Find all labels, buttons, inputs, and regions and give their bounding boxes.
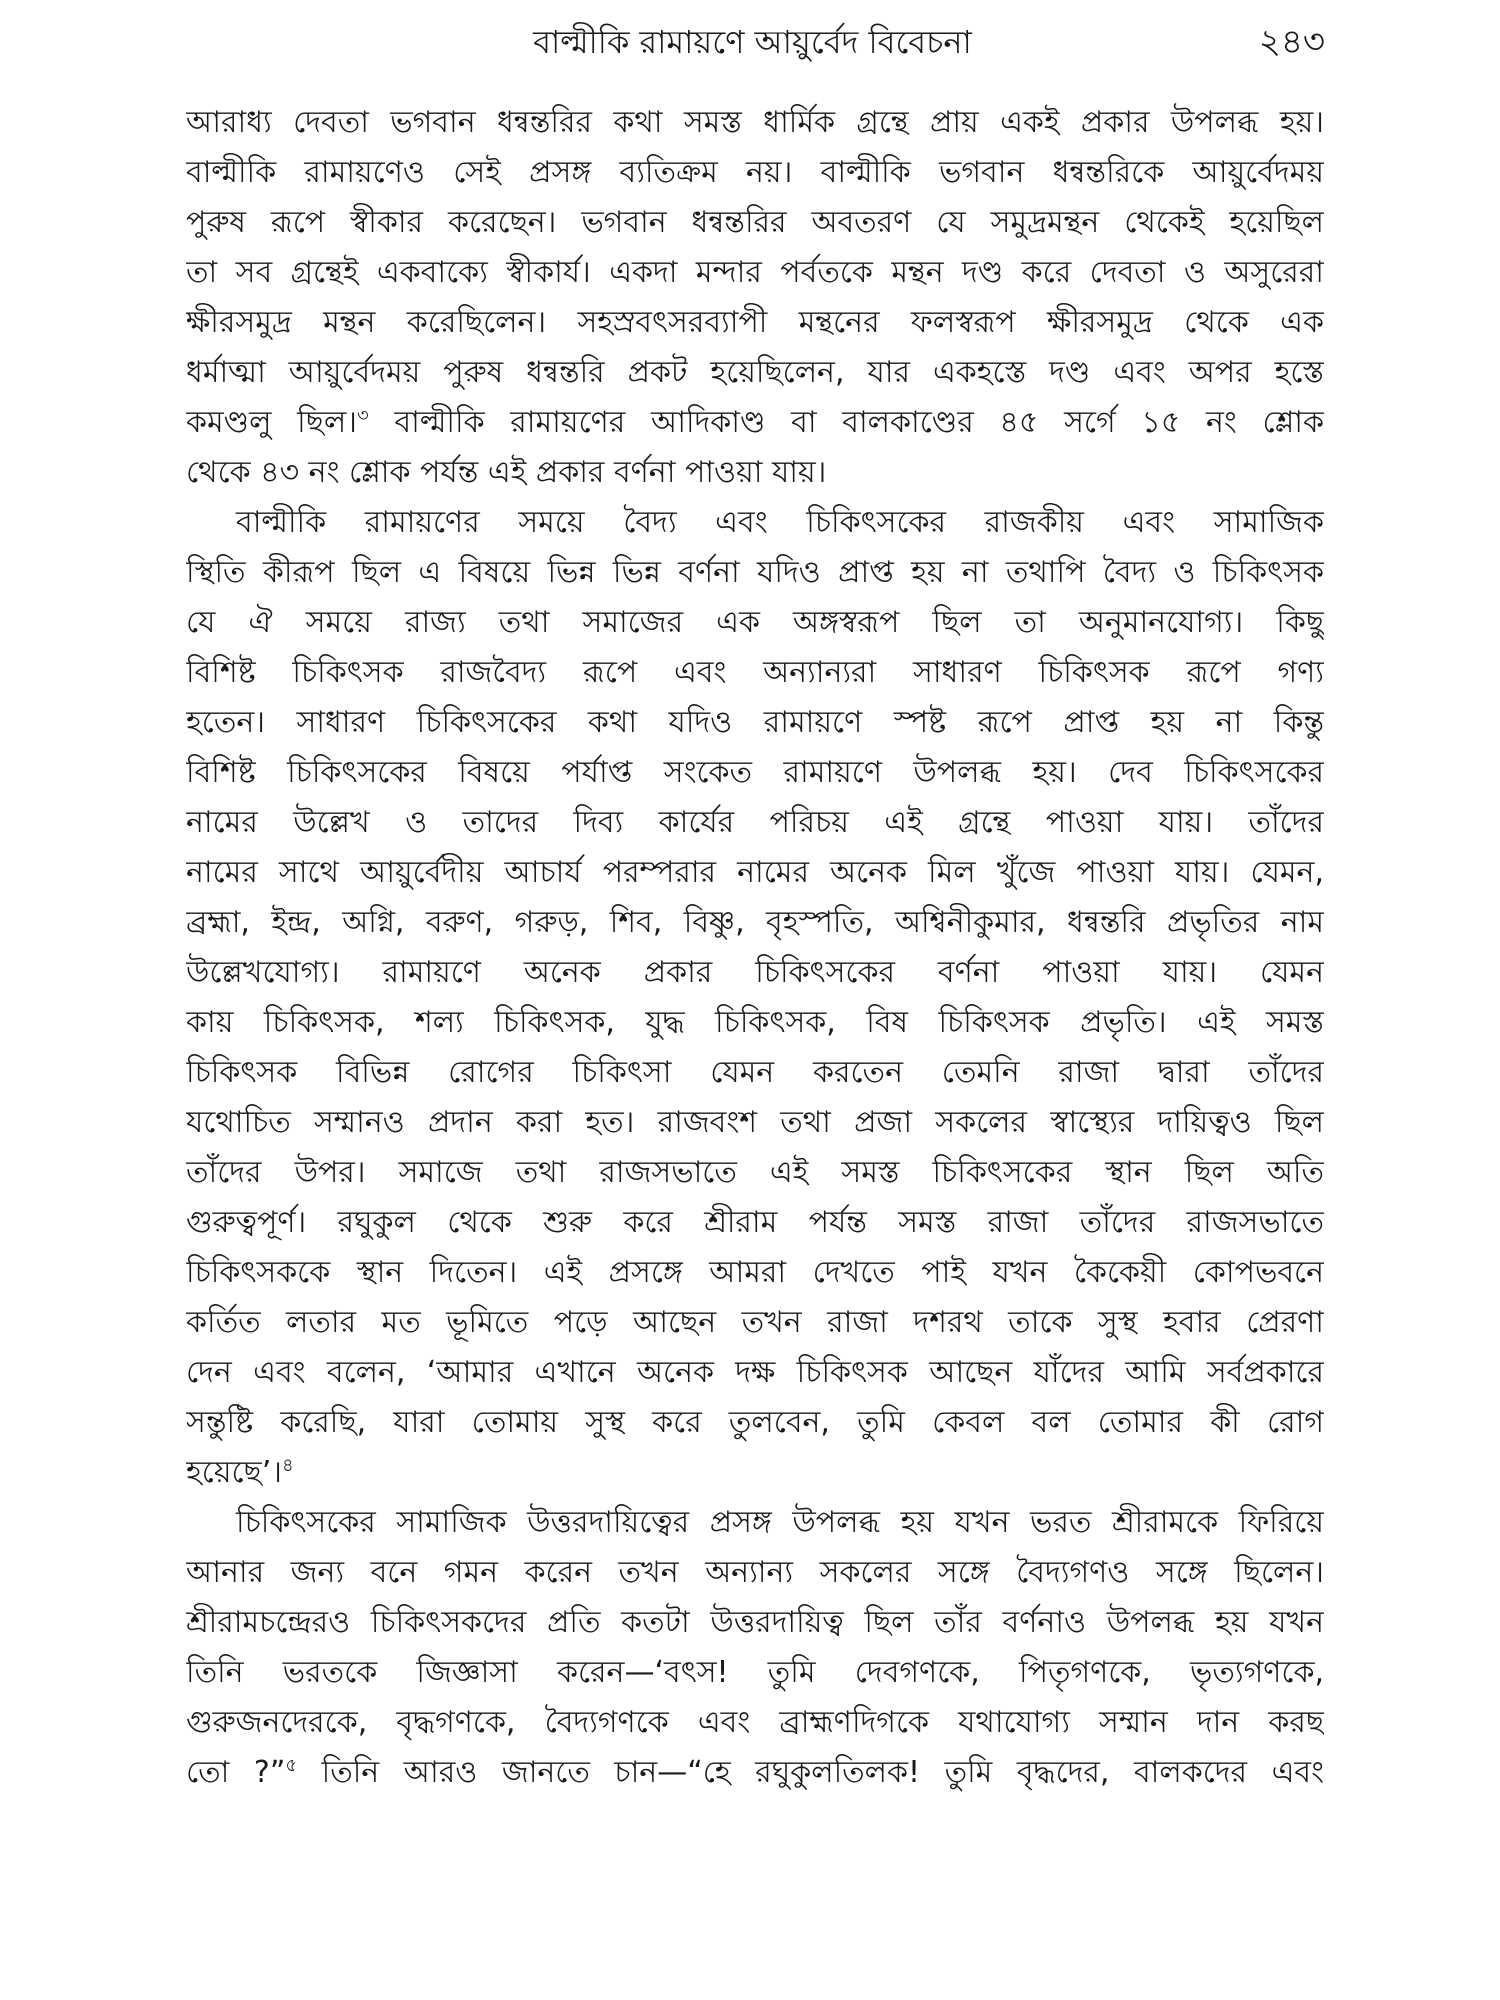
text-line: সন্তুষ্টি করেছি, যারা তোমায় সুস্থ করে তুলবেন, তুমি কেবল বল তোমার কী রোগ <box>186 1405 1324 1440</box>
text-line: গুরুজনদেরকে, বৃদ্ধগণকে, বৈদ্যগণকে এবং ব্রাহ্মণদিগকে যথাযোগ্য সম্মান দান করছ <box>186 1705 1324 1740</box>
page-body <box>186 98 1324 1798</box>
text-line: যে ঐ সময়ে রাজ্য তথা সমাজের এক অঙ্গস্বরূপ ছিল তা অনুমানযোগ্য। কিছু <box>186 605 1324 640</box>
text-line: চিকিৎসক বিভিন্ন রোগের চিকিৎসা যেমন করতেন তেমনি রাজা দ্বারা তাঁদের <box>186 1055 1324 1090</box>
text-line: আনার জন্য বনে গমন করেন তখন অন্যান্য সকলের সঙ্গে বৈদ্যগণও সঙ্গে ছিলেন। <box>186 1555 1324 1590</box>
text-line: পুরুষ রূপে স্বীকার করেছেন। ভগবান ধন্বন্তরির অবতরণ যে সমুদ্রমন্থন থেকেই হয়েছিল <box>186 205 1324 240</box>
text-line: স্থিতি কীরূপ ছিল এ বিষয়ে ভিন্ন ভিন্ন বর্ণনা যদিও প্রাপ্ত হয় না তথাপি বৈদ্য ও চিকিৎসক <box>186 555 1324 590</box>
text-line: বিশিষ্ট চিকিৎসক রাজবৈদ্য রূপে এবং অন্যান্যরা সাধারণ চিকিৎসক রূপে গণ্য <box>186 655 1324 690</box>
paragraph-1 <box>186 98 1324 498</box>
page-number: ২৪৩ <box>1258 22 1325 62</box>
text-segment: তো ?” <box>186 1755 286 1790</box>
text-line: তা সব গ্রন্থেই একবাক্যে স্বীকার্য। একদা মন্দার পর্বতকে মন্থন দণ্ড করে দেবতা ও অসুরেরা <box>186 255 1324 290</box>
text-segment: কমণ্ডলু ছিল। <box>186 405 358 440</box>
text-line: বাল্মীকি রামায়ণের সময়ে বৈদ্য এবং চিকিৎসকের রাজকীয় এবং সামাজিক <box>236 505 1324 540</box>
text-line: আরাধ্য দেবতা ভগবান ধন্বন্তরির কথা সমস্ত ধার্মিক গ্রন্থে প্রায় একই প্রকার উপলব্ধ হয়। <box>186 105 1324 140</box>
text-line: থেকে ৪৩ নং শ্লোক পর্যন্ত এই প্রকার বর্ণনা পাওয়া যায়। <box>186 455 827 490</box>
text-line: চিকিৎসককে স্থান দিতেন। এই প্রসঙ্গে আমরা দেখতে পাই যখন কৈকেয়ী কোপভবনে <box>186 1255 1324 1290</box>
text-line: উল্লেখযোগ্য। রামায়ণে অনেক প্রকার চিকিৎসকের বর্ণনা পাওয়া যায়। যেমন <box>186 955 1324 990</box>
text-line: কর্তিত লতার মত ভূমিতে পড়ে আছেন তখন রাজা দশরথ তাকে সুস্থ হবার প্রেরণা <box>186 1305 1324 1340</box>
text-segment: তিনি আরও জানতে চান—“হে রঘুকুলতিলক! তুমি বৃদ্ধদের, বালকদের এবং <box>297 1755 1324 1790</box>
text-line: গুরুত্বপূর্ণ। রঘুকুল থেকে শুরু করে শ্রীরাম পর্যন্ত সমস্ত রাজা তাঁদের রাজসভাতে <box>186 1205 1324 1240</box>
paragraph-3 <box>186 1498 1324 1798</box>
footnote-ref-3: ৩ <box>357 405 369 426</box>
text-line <box>186 1748 1324 1798</box>
text-line: তিনি ভরতকে জিজ্ঞাসা করেন—‘বৎস! তুমি দেবগণকে, পিতৃগণকে, ভৃত্যগণকে, <box>186 1655 1324 1690</box>
text-line <box>186 1448 1324 1498</box>
text-line: দেন এবং বলেন, ‘আমার এখানে অনেক দক্ষ চিকিৎসক আছেন যাঁদের আমি সর্বপ্রকারে <box>186 1355 1324 1390</box>
paragraph-2 <box>186 498 1324 1498</box>
running-header <box>180 14 1325 70</box>
text-line: যথোচিত সম্মানও প্রদান করা হত। রাজবংশ তথা প্রজা সকলের স্বাস্থ্যের দায়িত্বও ছিল <box>186 1105 1324 1140</box>
text-line: নামের উল্লেখ ও তাদের দিব্য কার্যের পরিচয় এই গ্রন্থে পাওয়া যায়। তাঁদের <box>186 805 1324 840</box>
text-line: বাল্মীকি রামায়ণেও সেই প্রসঙ্গ ব্যতিক্রম নয়। বাল্মীকি ভগবান ধন্বন্তরিকে আয়ুর্বেদময় <box>186 155 1324 190</box>
text-line: হতেন। সাধারণ চিকিৎসকের কথা যদিও রামায়ণে স্পষ্ট রূপে প্রাপ্ত হয় না কিন্তু <box>186 705 1324 740</box>
text-segment: বাল্মীকি রামায়ণের আদিকাণ্ড বা বালকাণ্ডের ৪৫ সর্গে ১৫ নং শ্লোক <box>368 405 1324 440</box>
text-line: ব্রহ্মা, ইন্দ্র, অগ্নি, বরুণ, গরুড়, শিব, বিষ্ণু, বৃহস্পতি, অশ্বিনীকুমার, ধন্বন্তরি প্রভৃতির নাম <box>186 905 1324 940</box>
text-line: তাঁদের উপর। সমাজে তথা রাজসভাতে এই সমস্ত চিকিৎসকের স্থান ছিল অতি <box>186 1155 1324 1190</box>
header-title: বাল্মীকি রামায়ণে আয়ুর্বেদ বিবেচনা <box>533 23 972 61</box>
text-line: চিকিৎসকের সামাজিক উত্তরদায়িত্বের প্রসঙ্গ উপলব্ধ হয় যখন ভরত শ্রীরামকে ফিরিয়ে <box>236 1505 1324 1540</box>
footnote-ref-5: ৫ <box>285 1755 298 1776</box>
text-line: কায় চিকিৎসক, শল্য চিকিৎসক, যুদ্ধ চিকিৎসক, বিষ চিকিৎসক প্রভৃতি। এই সমস্ত <box>186 1005 1324 1040</box>
text-line: বিশিষ্ট চিকিৎসকের বিষয়ে পর্যাপ্ত সংকেত রামায়ণে উপলব্ধ হয়। দেব চিকিৎসকের <box>186 755 1324 790</box>
text-line: শ্রীরামচন্দ্রেরও চিকিৎসকদের প্রতি কতটা উত্তরদায়িত্ব ছিল তাঁর বর্ণনাও উপলব্ধ হয় যখন <box>186 1605 1324 1640</box>
text-line: ধর্মাত্মা আয়ুর্বেদময় পুরুষ ধন্বন্তরি প্রকট হয়েছিলেন, যার একহস্তে দণ্ড এবং অপর হস্তে <box>186 355 1324 390</box>
footnote-ref-4: ৪ <box>282 1455 294 1476</box>
text-line: ক্ষীরসমুদ্র মন্থন করেছিলেন। সহস্রবৎসরব্যাপী মন্থনের ফলস্বরূপ ক্ষীরসমুদ্র থেকে এক <box>186 305 1324 340</box>
text-segment: হয়েছে’। <box>186 1455 282 1490</box>
text-line <box>186 398 1324 448</box>
text-line: নামের সাথে আয়ুর্বেদীয় আচার্য পরম্পরার নামের অনেক মিল খুঁজে পাওয়া যায়। যেমন, <box>186 855 1324 890</box>
